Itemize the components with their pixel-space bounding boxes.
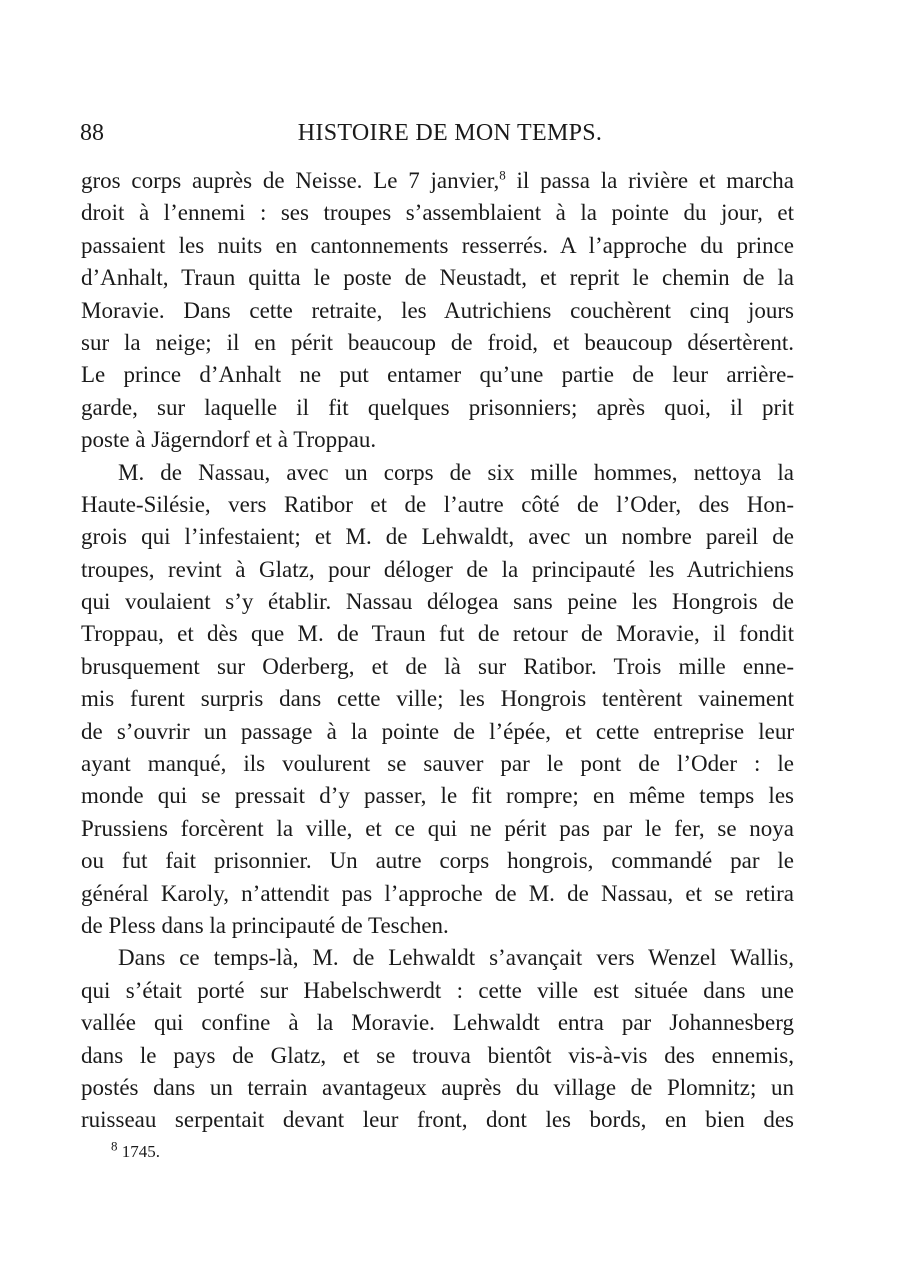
- running-title: HISTOIRE DE MON TEMPS.: [297, 120, 603, 146]
- text-line: Prussiens forcèrent la ville, et ce qui ne périt pas par le fer, se noya: [81, 815, 794, 841]
- paragraph: [81, 457, 794, 943]
- text-line: de Pless dans la principauté de Teschen.: [81, 912, 449, 938]
- text-line: mis furent surpris dans cette ville; les Hongrois tentèrent vainement: [81, 686, 794, 712]
- text-line: garde, sur laquelle il fit quelques prisonniers; après quoi, il prit: [81, 394, 794, 420]
- text-line: Haute-Silésie, vers Ratibor et de l’autre côté de l’Oder, des Hon-: [81, 491, 794, 517]
- paragraph: [81, 165, 794, 457]
- text-line: postés dans un terrain avantageux auprès du village de Plomnitz; un: [81, 1074, 794, 1100]
- text-line: ayant manqué, ils voulurent se sauver par le pont de l’Oder : le: [81, 751, 794, 777]
- text-line: gros corps auprès de Neisse. Le 7 janvier,$^8$ il passa la rivière et marcha: [81, 167, 794, 193]
- text-line: ou fut fait prisonnier. Un autre corps hongrois, commandé par le: [81, 848, 794, 874]
- text-line: de s’ouvrir un passage à la pointe de l’épée, et cette entreprise leur: [81, 718, 794, 744]
- text-line: qui voulaient s’y établir. Nassau délogea sans peine les Hongrois de: [81, 589, 794, 615]
- footnote: [111, 1138, 160, 1163]
- text-line: général Karoly, n’attendit pas l’approche de M. de Nassau, et se retira: [81, 880, 794, 906]
- text-line: sur la neige; il en périt beaucoup de froid, et beaucoup désertèrent.: [81, 329, 794, 355]
- text-line: monde qui se pressait d’y passer, le fit rompre; en même temps les: [81, 783, 794, 809]
- text-line: qui s’était porté sur Habelschwerdt : cette ville est située dans une: [81, 977, 794, 1003]
- footnote-marker: 8: [499, 167, 506, 183]
- body-text: [81, 165, 794, 1137]
- text-line: dans le pays de Glatz, et se trouva bientôt vis-à-vis des ennemis,: [81, 1042, 794, 1068]
- footnote-text: 1745.: [117, 1142, 160, 1161]
- paragraph: [81, 942, 794, 1136]
- text-line: d’Anhalt, Traun quitta le poste de Neustadt, et reprit le chemin de la: [81, 265, 794, 291]
- text-line: M. de Nassau, avec un corps de six mille hommes, nettoya la: [118, 459, 794, 485]
- text-line: grois qui l’infestaient; et M. de Lehwaldt, avec un nombre pareil de: [81, 524, 794, 550]
- page-number: 88: [80, 120, 104, 146]
- text-line: Dans ce temps-là, M. de Lehwaldt s’avançait vers Wenzel Wallis,: [118, 945, 794, 971]
- text-line: Troppau, et dès que M. de Traun fut de retour de Moravie, il fondit: [81, 621, 794, 647]
- text-line: brusquement sur Oderberg, et de là sur Ratibor. Trois mille enne-: [81, 653, 794, 679]
- text-line: troupes, revint à Glatz, pour déloger de la principauté les Autrichiens: [81, 556, 794, 582]
- text-line: Moravie. Dans cette retraite, les Autrichiens couchèrent cinq jours: [81, 297, 794, 323]
- text-line: Le prince d’Anhalt ne put entamer qu’une partie de leur arrière-: [81, 362, 794, 388]
- text-line: ruisseau serpentait devant leur front, dont les bords, en bien des: [81, 1107, 794, 1133]
- text-line: poste à Jägerndorf et à Troppau.: [81, 427, 377, 453]
- text-line: droit à l’ennemi : ses troupes s’assemblaient à la pointe du jour, et: [81, 200, 794, 226]
- text-line: vallée qui confine à la Moravie. Lehwaldt entra par Johannesberg: [81, 1010, 794, 1036]
- text-line: passaient les nuits en cantonnements resserrés. A l’approche du prince: [81, 232, 794, 258]
- footnote-marker: 8: [111, 1138, 118, 1154]
